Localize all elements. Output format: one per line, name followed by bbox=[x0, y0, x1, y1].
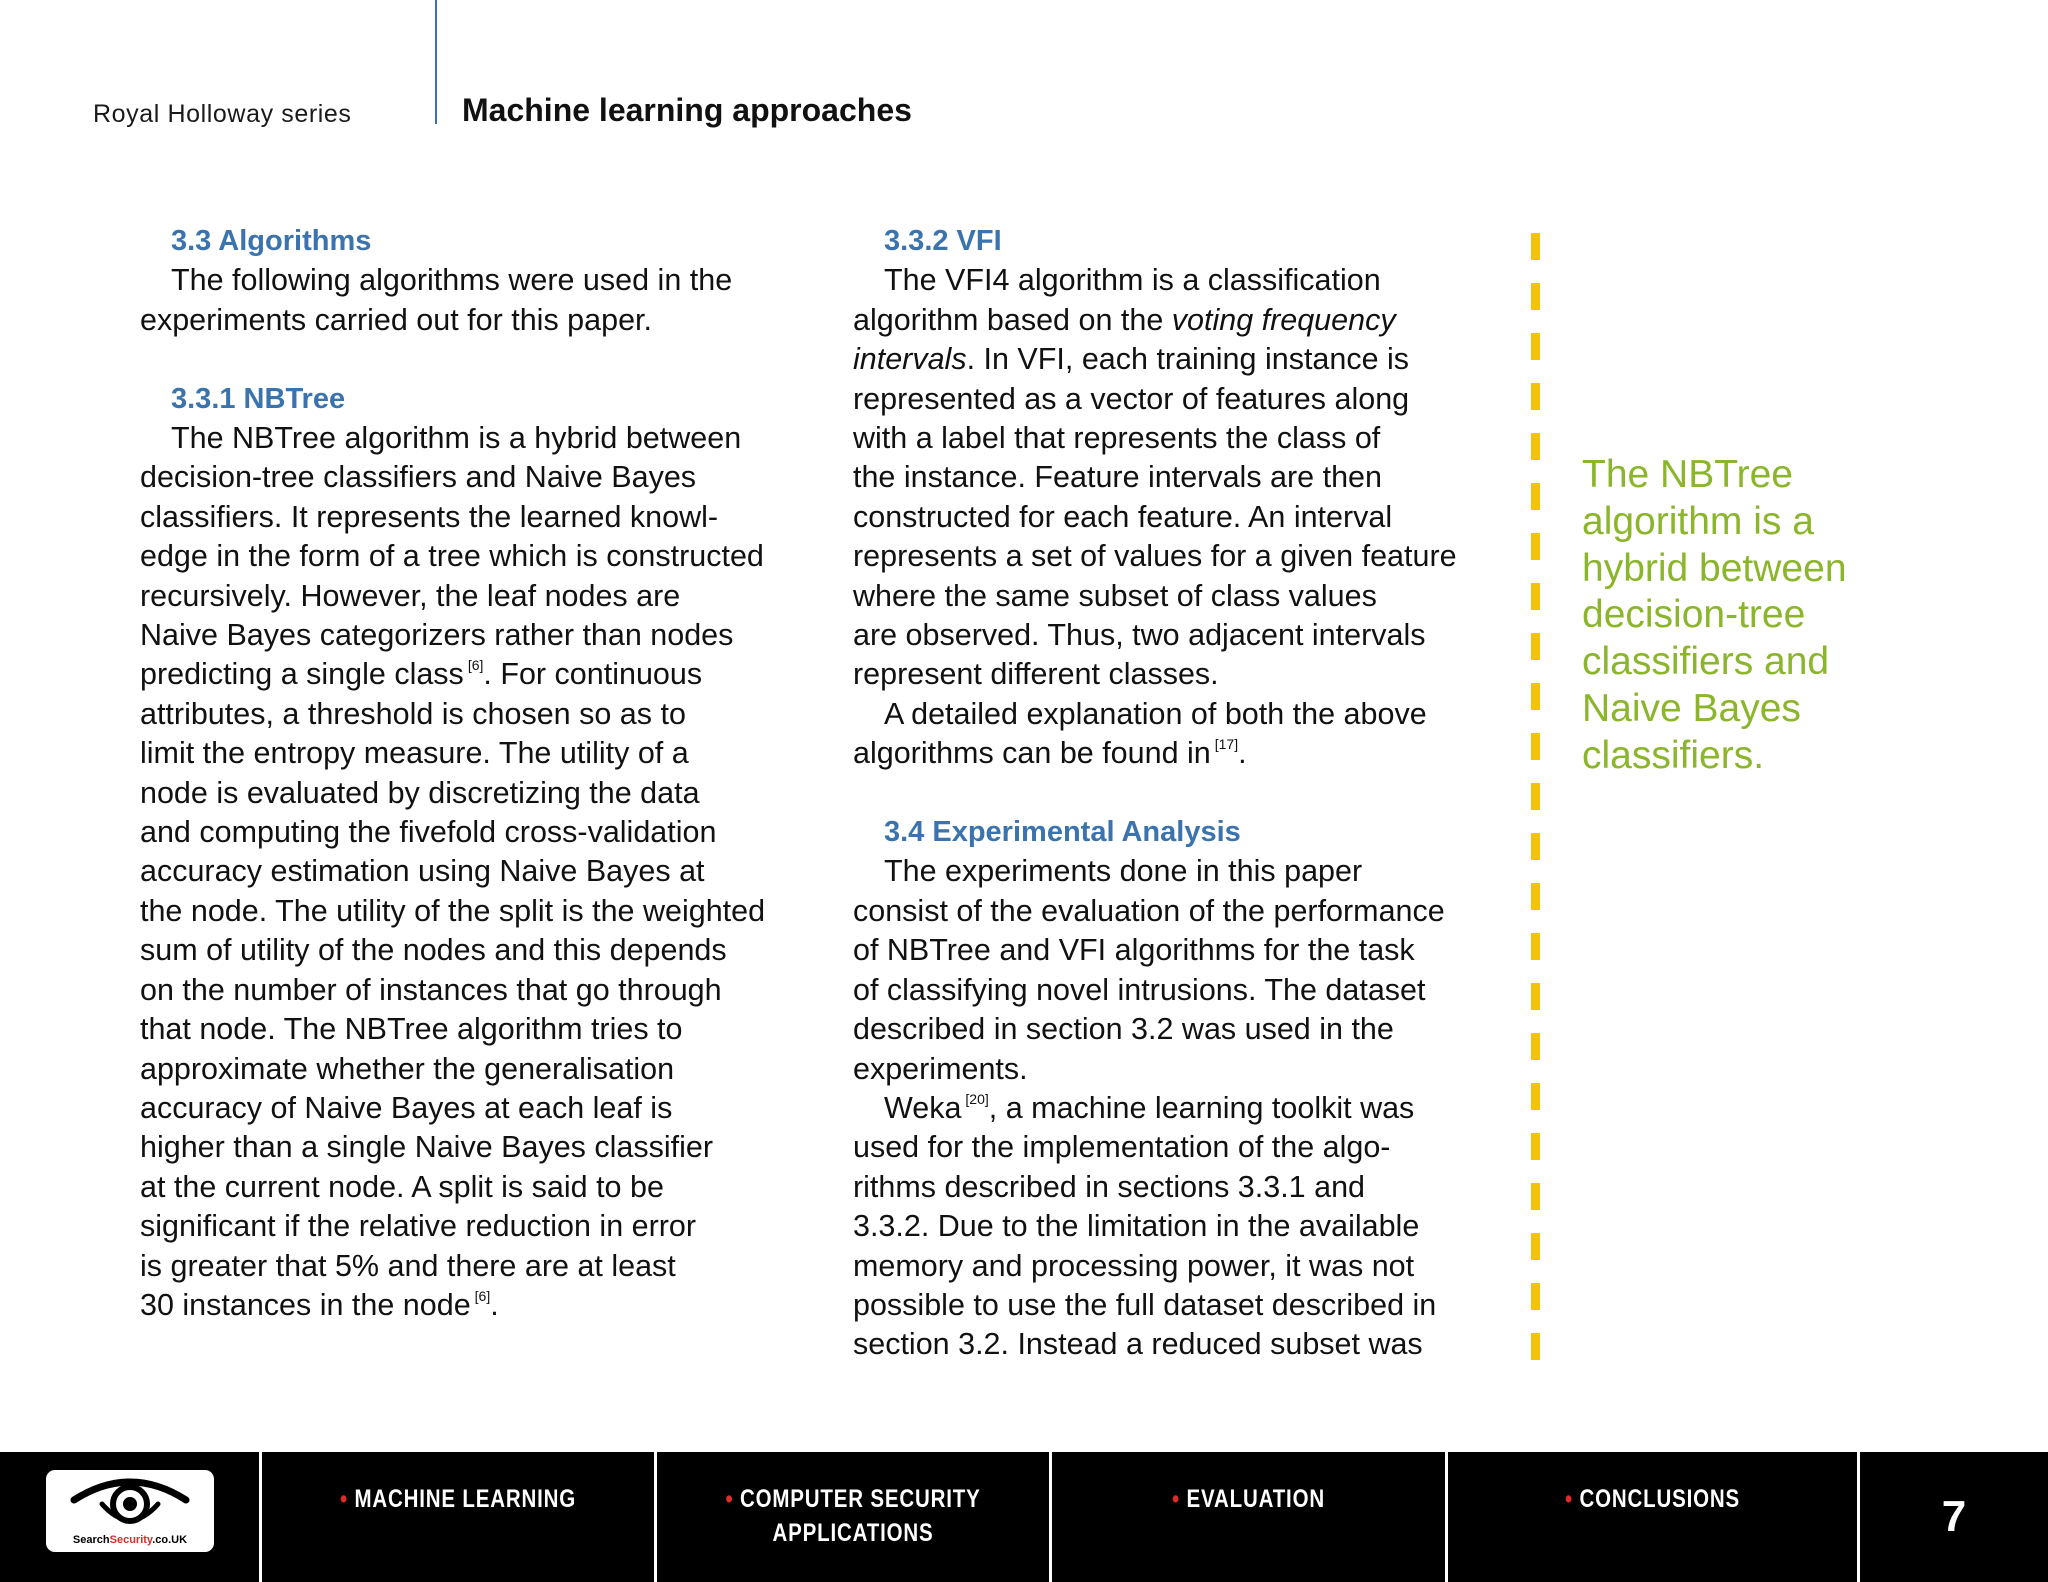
nav-computer-security-applications[interactable] bbox=[692, 1482, 1013, 1550]
text-line: sum of utility of the nodes and this depends bbox=[140, 933, 727, 968]
text-line: consist of the evaluation of the performance bbox=[853, 893, 1445, 928]
header-title: Machine learning approaches bbox=[462, 92, 912, 128]
citation-ref: [6] bbox=[474, 1287, 491, 1304]
text-line: represent different classes. bbox=[853, 657, 1219, 692]
text-line: on the number of instances that go through bbox=[140, 972, 722, 1007]
nav-label-line: APPLICATIONS bbox=[772, 1519, 934, 1547]
text-segment: algorithm based on the bbox=[853, 302, 1172, 337]
italic-term: intervals bbox=[853, 342, 967, 377]
dash-segment bbox=[1531, 1033, 1540, 1060]
text-line: The NBTree algorithm is a hybrid between bbox=[171, 421, 742, 456]
nav-label: CONCLUSIONS bbox=[1579, 1485, 1741, 1513]
text-line: the instance. Feature intervals are then bbox=[853, 460, 1382, 495]
text-line: edge in the form of a tree which is constructed bbox=[140, 539, 764, 574]
dash-segment bbox=[1531, 583, 1540, 610]
pull-quote-line: classifiers and bbox=[1582, 640, 1830, 684]
logo-text-security: Security bbox=[109, 1534, 153, 1546]
pull-quote-line: decision-tree bbox=[1582, 593, 1806, 637]
text-line: the node. The utility of the split is the weighted bbox=[140, 893, 766, 928]
left-column bbox=[140, 222, 800, 1325]
pull-quote-line: classifiers. bbox=[1582, 733, 1765, 777]
text-line: attributes, a threshold is chosen so as to bbox=[140, 696, 686, 731]
dash-segment bbox=[1531, 633, 1540, 660]
pull-quote-line: The NBTree bbox=[1582, 453, 1793, 496]
nav-conclusions[interactable] bbox=[1485, 1482, 1820, 1516]
nav-bullet: • bbox=[339, 1485, 348, 1513]
series-label: Royal Holloway series bbox=[93, 100, 352, 128]
page-header bbox=[0, 0, 2048, 160]
text-line: of NBTree and VFI algorithms for the task bbox=[853, 933, 1415, 968]
heading-vfi: 3.3.2 VFI bbox=[884, 225, 1002, 257]
pull-quote bbox=[1582, 452, 1902, 780]
heading-algorithms: 3.3 Algorithms bbox=[171, 225, 372, 257]
footer-nav-bar bbox=[0, 1452, 2048, 1582]
logo-text-suffix: .co.UK bbox=[152, 1534, 188, 1546]
text-line: section 3.2. Instead a reduced subset was bbox=[853, 1327, 1423, 1362]
text-segment: , a machine learning toolkit was bbox=[988, 1090, 1415, 1125]
nav-machine-learning[interactable] bbox=[297, 1482, 618, 1516]
dash-segment bbox=[1531, 833, 1540, 860]
text-segment: Weka bbox=[884, 1090, 962, 1125]
logo-text-search: Search bbox=[72, 1534, 110, 1546]
heading-experimental-analysis: 3.4 Experimental Analysis bbox=[884, 816, 1241, 849]
dash-segment bbox=[1531, 983, 1540, 1010]
heading-nbtree: 3.3.1 NBTree bbox=[171, 382, 346, 415]
text-line: represented as a vector of features along bbox=[853, 381, 1410, 416]
dash-segment bbox=[1531, 1133, 1540, 1160]
dash-segment bbox=[1531, 433, 1540, 460]
text-line: classifiers. It represents the learned knowl- bbox=[140, 499, 719, 534]
text-line bbox=[853, 340, 1513, 379]
dash-segment bbox=[1531, 383, 1540, 410]
text-line-with-citation bbox=[853, 734, 1513, 773]
text-line bbox=[853, 301, 1513, 340]
text-line: The experiments done in this paper bbox=[884, 854, 1363, 889]
text-line: decision-tree classifiers and Naive Bayes bbox=[140, 460, 697, 495]
text-line: is greater that 5% and there are at least bbox=[140, 1248, 676, 1283]
nav-separator bbox=[1445, 1452, 1448, 1582]
dash-segment bbox=[1531, 733, 1540, 760]
text-line: experiments. bbox=[853, 1051, 1028, 1086]
nav-evaluation[interactable] bbox=[1087, 1482, 1409, 1516]
nav-separator bbox=[1049, 1452, 1052, 1582]
paragraph-gap bbox=[853, 774, 1513, 813]
text-line-with-citation bbox=[140, 1286, 800, 1325]
text-segment: algorithms can be found in bbox=[853, 736, 1211, 771]
middle-column bbox=[853, 222, 1513, 1365]
text-line-with-citation bbox=[140, 655, 800, 694]
text-line: limit the entropy measure. The utility of a bbox=[140, 736, 689, 771]
dash-segment bbox=[1531, 683, 1540, 710]
dash-segment bbox=[1531, 883, 1540, 910]
nav-label: MACHINE LEARNING bbox=[354, 1485, 577, 1513]
dash-segment bbox=[1531, 1333, 1540, 1360]
text-line: and computing the fivefold cross-validation bbox=[140, 815, 717, 850]
dash-segment bbox=[1531, 1183, 1540, 1210]
text-line: higher than a single Naive Bayes classifier bbox=[140, 1130, 714, 1165]
nav-bullet: • bbox=[1172, 1485, 1181, 1513]
text-line-with-citation bbox=[853, 1089, 1513, 1128]
citation-ref: [20] bbox=[965, 1090, 989, 1107]
text-line: recursively. However, the leaf nodes are bbox=[140, 578, 681, 613]
pull-quote-line: hybrid between bbox=[1582, 546, 1847, 590]
text-line: possible to use the full dataset described in bbox=[853, 1287, 1437, 1322]
nav-label: EVALUATION bbox=[1186, 1485, 1325, 1513]
text-line: experiments carried out for this paper. bbox=[140, 302, 652, 337]
dashed-divider bbox=[1531, 233, 1540, 1381]
text-line: are observed. Thus, two adjacent intervals bbox=[853, 618, 1426, 653]
header-divider bbox=[435, 0, 437, 124]
text-line: Naive Bayes categorizers rather than nodes bbox=[140, 618, 734, 653]
dash-segment bbox=[1531, 1233, 1540, 1260]
text-line: described in section 3.2 was used in the bbox=[853, 1012, 1394, 1047]
citation-ref: [17] bbox=[1214, 736, 1239, 753]
text-line: 3.3.2. Due to the limitation in the available bbox=[853, 1209, 1420, 1244]
nav-separator bbox=[259, 1452, 262, 1582]
text-line: node is evaluated by discretizing the data bbox=[140, 775, 700, 810]
text-line: accuracy estimation using Naive Bayes at bbox=[140, 854, 705, 889]
text-line: with a label that represents the class of bbox=[853, 421, 1381, 456]
dash-segment bbox=[1531, 233, 1540, 260]
dash-segment bbox=[1531, 783, 1540, 810]
pull-quote-line: algorithm is a bbox=[1582, 499, 1814, 543]
italic-term: voting frequency bbox=[1171, 302, 1396, 337]
site-logo[interactable] bbox=[46, 1470, 214, 1552]
nav-bullet: • bbox=[1564, 1485, 1573, 1513]
dash-segment bbox=[1531, 1083, 1540, 1110]
text-line: of classifying novel intrusions. The dataset bbox=[853, 972, 1426, 1007]
dash-segment bbox=[1531, 533, 1540, 560]
text-line: memory and processing power, it was not bbox=[853, 1248, 1415, 1283]
text-line: represents a set of values for a given feature bbox=[853, 539, 1457, 574]
nav-separator bbox=[654, 1452, 657, 1582]
text-line: The following algorithms were used in the bbox=[171, 263, 733, 298]
text-line: significant if the relative reduction in error bbox=[140, 1209, 697, 1244]
dash-segment bbox=[1531, 283, 1540, 310]
dash-segment bbox=[1531, 933, 1540, 960]
text-segment: . For continuous bbox=[483, 657, 703, 692]
text-segment: . In VFI, each training instance is bbox=[966, 342, 1410, 377]
text-line: at the current node. A split is said to be bbox=[140, 1169, 664, 1204]
text-line: used for the implementation of the algo- bbox=[853, 1130, 1391, 1165]
text-segment: . bbox=[1238, 736, 1247, 771]
text-line: accuracy of Naive Bayes at each leaf is bbox=[140, 1090, 673, 1125]
text-segment: . bbox=[490, 1287, 499, 1322]
logo-wordmark bbox=[46, 1534, 214, 1546]
nav-label: COMPUTER SECURITY bbox=[739, 1485, 981, 1513]
text-line: The VFI4 algorithm is a classification bbox=[884, 263, 1381, 298]
text-segment: predicting a single class bbox=[140, 657, 464, 692]
dash-segment bbox=[1531, 333, 1540, 360]
text-line: constructed for each feature. An interval bbox=[853, 499, 1393, 534]
paragraph-gap bbox=[140, 340, 800, 379]
text-line: that node. The NBTree algorithm tries to bbox=[140, 1012, 683, 1047]
page-number: 7 bbox=[1941, 1492, 1967, 1541]
citation-ref: [6] bbox=[467, 657, 484, 674]
pull-quote-line: Naive Bayes bbox=[1582, 686, 1801, 730]
nav-label-line bbox=[692, 1482, 1013, 1516]
nav-bullet: • bbox=[725, 1485, 734, 1513]
dash-segment bbox=[1531, 1283, 1540, 1310]
text-line: rithms described in sections 3.3.1 and bbox=[853, 1169, 1365, 1204]
text-line: A detailed explanation of both the above bbox=[884, 696, 1427, 731]
text-segment: 30 instances in the node bbox=[140, 1287, 471, 1322]
text-line: where the same subset of class values bbox=[853, 578, 1377, 613]
text-line: approximate whether the generalisation bbox=[140, 1051, 675, 1086]
dash-segment bbox=[1531, 483, 1540, 510]
